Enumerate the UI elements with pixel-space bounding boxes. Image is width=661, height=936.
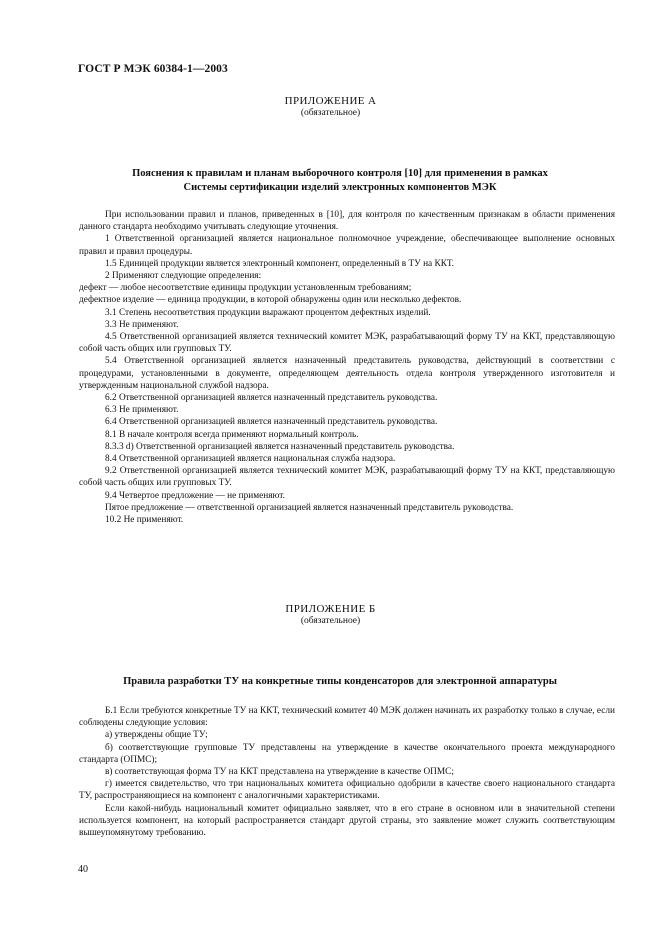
page-number: 40: [78, 864, 88, 875]
appendix-a-heading-line2: Системы сертификации изделий электронных компонентов МЭК: [183, 181, 497, 193]
appendix-a-heading: [70, 167, 610, 194]
paragraph: 1 Ответственной организацией является национальное полномочное учреждение, обеспечивающее выполнение основных правил и правил процедуры.: [79, 234, 615, 257]
appendix-b-label: [0, 603, 661, 627]
paragraph: 6.2 Ответственной организацией является назначенный представитель руководства.: [105, 393, 438, 404]
paragraph: 6.3 Не применяют.: [105, 405, 179, 416]
paragraph: 4.5 Ответственной организацией является технический комитет МЭК, разрабатывающий форму ТУ на ККТ, представляющую собой часть общих или групповых ТУ.: [79, 332, 615, 355]
paragraph: 8.4 Ответственной организацией является национальная служба надзора.: [105, 454, 396, 465]
appendix-b-title: ПРИЛОЖЕНИЕ Б: [285, 603, 376, 615]
paragraph: Пятое предложение — ответственной организацией является назначенный представитель руководства.: [105, 502, 514, 513]
paragraph: 8.1 В начале контроля всегда применяют нормальный контроль.: [105, 429, 359, 440]
appendix-a-heading-line1: Пояснения к правилам и планам выборочного контроля [10] для применения в рамках: [132, 168, 548, 179]
appendix-a-body: [79, 209, 615, 526]
paragraph: г) имеется свидетельство, что три национальных комитета официально одобрили в качестве своего национального стандарта ТУ, распространяющиеся на компонент с аналогичными характеристиками.: [79, 779, 615, 802]
paragraph: При использовании правил и планов, приведенных в [10], для контроля по качественным признакам в области применения данного стандарта необходимо учитывать следующие уточнения.: [79, 210, 615, 233]
paragraph: 3.3 Не применяют.: [105, 319, 179, 330]
paragraph: б) соответствующие групповые ТУ представлены на утверждение в качестве окончательного проекта международного стандарта (ОПМС);: [79, 742, 615, 765]
paragraph: 5.4 Ответственной организацией является назначенный представитель руководства, действующий в соответствии с процедурами, установленными в документе, определяющем деятельность отдела контроля утвержденного изготовителя и утвержденным национальной службой надзора.: [79, 356, 615, 391]
appendix-b-heading: [70, 675, 610, 689]
paragraph: 10.2 Не применяют.: [105, 515, 184, 526]
paragraph: Б.1 Если требуются конкретные ТУ на ККТ, технический комитет 40 МЭК должен начинать их разработку только в случае, если соблюдены следующие условия:: [79, 706, 615, 729]
paragraph: дефектное изделие — единица продукции, в которой обнаружены один или несколько дефектов.: [79, 295, 462, 306]
paragraph: 9.4 Четвертое предложение — не применяют.: [105, 490, 285, 501]
paragraph: 8.3.3 d) Ответственной организацией является назначенный представитель руководства.: [105, 441, 455, 452]
paragraph: 3.1 Степень несоответствия продукции выражают процентом дефектных изделий.: [105, 307, 431, 318]
appendix-a-label: [0, 95, 661, 119]
paragraph: Если какой-нибудь национальный комитет официально заявляет, что в его стране в основном или в значительной степени используется компонент, на который распространяется стандарт другой страны, это заявление может служить соответствующим вышеупомянутому требованию.: [79, 803, 615, 839]
document-header: ГОСТ Р МЭК 60384-1—2003: [78, 63, 228, 75]
appendix-b-heading-line: Правила разработки ТУ на конкретные типы конденсаторов для электронной аппаратуры: [123, 676, 557, 687]
paragraph: дефект — любое несоответствие единицы продукции установленным требованиям;: [79, 283, 412, 294]
appendix-a-subtitle: (обязательное): [300, 108, 361, 118]
appendix-b-subtitle: (обязательное): [300, 616, 361, 626]
paragraph: 2 Применяют следующие определения:: [105, 271, 262, 282]
paragraph: в) соответствующая форма ТУ на ККТ представлена на утверждение в качестве ОПМС;: [105, 767, 454, 778]
paragraph: 6.4 Ответственной организацией является назначенный представитель руководства.: [105, 417, 438, 428]
paragraph: а) утверждены общие ТУ;: [105, 730, 208, 741]
paragraph: 9.2 Ответственной организацией является технический комитет МЭК, разрабатывающий форму ТУ на ККТ, представляющую собой часть общих или групповых ТУ.: [79, 466, 615, 489]
appendix-a-title: ПРИЛОЖЕНИЕ А: [284, 95, 377, 107]
appendix-b-body: [79, 705, 615, 839]
paragraph: 1.5 Единицей продукции является электронный компонент, определенный в ТУ на ККТ.: [105, 258, 454, 269]
